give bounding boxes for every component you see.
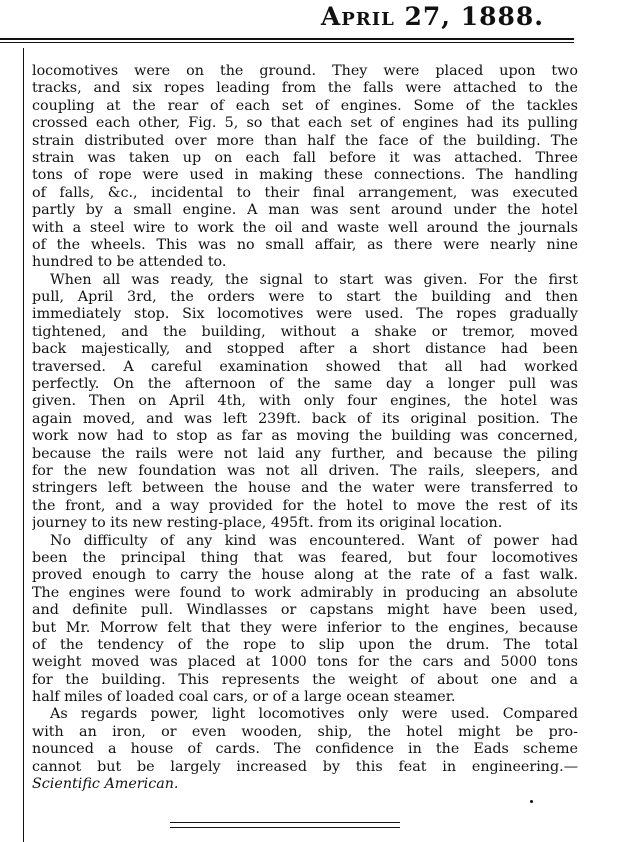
article-line: strain was taken up on each fall before it was attached. Three: [32, 149, 578, 166]
column-divider: [23, 48, 24, 842]
article-line: traversed. A careful examination showed that all had worked: [32, 358, 578, 375]
article-line: pull, April 3rd, the orders were to start the building and then: [32, 289, 578, 306]
article-line: journey to its new resting-place, 495ft. from its original location.: [32, 515, 503, 532]
article-line: strain distributed over more than half the face of the building. The: [32, 132, 578, 149]
article-line: perfectly. On the afternoon of the same day a longer pull was: [32, 376, 578, 393]
article-line: work now had to stop as far as moving the building was concerned,: [32, 428, 578, 445]
article-line: the front, and a way provided for the hotel to move the rest of its: [32, 497, 578, 514]
article-line: tracks, and six ropes leading from the falls were attached to the: [32, 80, 578, 97]
header-rule-thin: [0, 42, 574, 43]
article-line: hundred to be attended to.: [32, 254, 227, 271]
article-line: nounced a house of cards. The confidence in the Eads scheme: [32, 741, 578, 758]
article-line: for the building. This represents the weight of about one and a: [32, 671, 578, 688]
article-line: but Mr. Morrow felt that they were inferior to the engines, because: [32, 619, 578, 636]
article-line: because the rails were not laid any further, and because the piling: [32, 445, 578, 462]
article-line: proved enough to carry the house along at the rate of a fast walk.: [32, 567, 578, 584]
article-line: No difficulty of any kind was encountered. Want of power had: [50, 532, 578, 549]
article-line: again moved, and was left 239ft. back of its original position. The: [32, 410, 578, 427]
article-line: and definite pull. Windlasses or capstans might have been used,: [32, 602, 578, 619]
article-line: with a steel wire to work the oil and waste well around the journals: [32, 219, 578, 236]
article-line: weight moved was placed at 1000 tons for the cars and 5000 tons: [32, 654, 578, 671]
article-line: coupling at the rear of each set of engines. Some of the tackles: [32, 97, 578, 114]
article-body: [32, 63, 578, 793]
article-line: immediately stop. Six locomotives were used. The ropes gradually: [32, 306, 578, 323]
article-line: locomotives were on the ground. They were placed upon two: [32, 63, 578, 79]
article-line: tightened, and the building, without a shake or tremor, moved: [32, 323, 578, 340]
article-line: As regards power, light locomotives only were used. Compared: [50, 706, 578, 723]
article-line: crossed each other, Fig. 5, so that each set of engines had its pulling: [32, 115, 578, 132]
article-line: cannot but be largely increased by this feat in engineering.—: [32, 758, 578, 775]
article-line: back majestically, and stopped after a short distance had been: [32, 341, 578, 358]
article-line: given. Then on April 4th, with only four engines, the hotel was: [32, 393, 578, 410]
header-rule: [0, 38, 574, 40]
article-source: Scientific American.: [32, 776, 179, 793]
article-line: stringers left between the house and the water were transferred to: [32, 480, 578, 497]
article-line: of the wheels. This was no small affair, as there were nearly nine: [32, 236, 578, 253]
article-line: with an iron, or even wooden, ship, the hotel might be pro-: [32, 723, 578, 740]
article-line: The engines were found to work admirably in producing an absolute: [32, 584, 578, 601]
end-rule-lower: [170, 827, 400, 828]
end-rule: [170, 822, 400, 823]
article-line: of the tendency of the rope to slip upon the drum. The total: [32, 636, 578, 653]
article-line: been the principal thing that was feared, but four locomotives: [32, 549, 578, 566]
article-line: of falls, &c., incidental to their final arrangement, was executed: [32, 184, 578, 201]
article-line: tons of rope were used in making these connections. The handling: [32, 167, 578, 184]
page-date: April 27, 1888.: [320, 2, 544, 31]
stray-mark: [530, 800, 533, 803]
article-line: half miles of loaded coal cars, or of a large ocean steamer.: [32, 689, 456, 706]
article-line: When all was ready, the signal to start was given. For the first: [50, 271, 578, 288]
article-line: for the new foundation was not all driven. The rails, sleepers, and: [32, 462, 578, 479]
article-line: partly by a small engine. A man was sent around under the hotel: [32, 202, 578, 219]
